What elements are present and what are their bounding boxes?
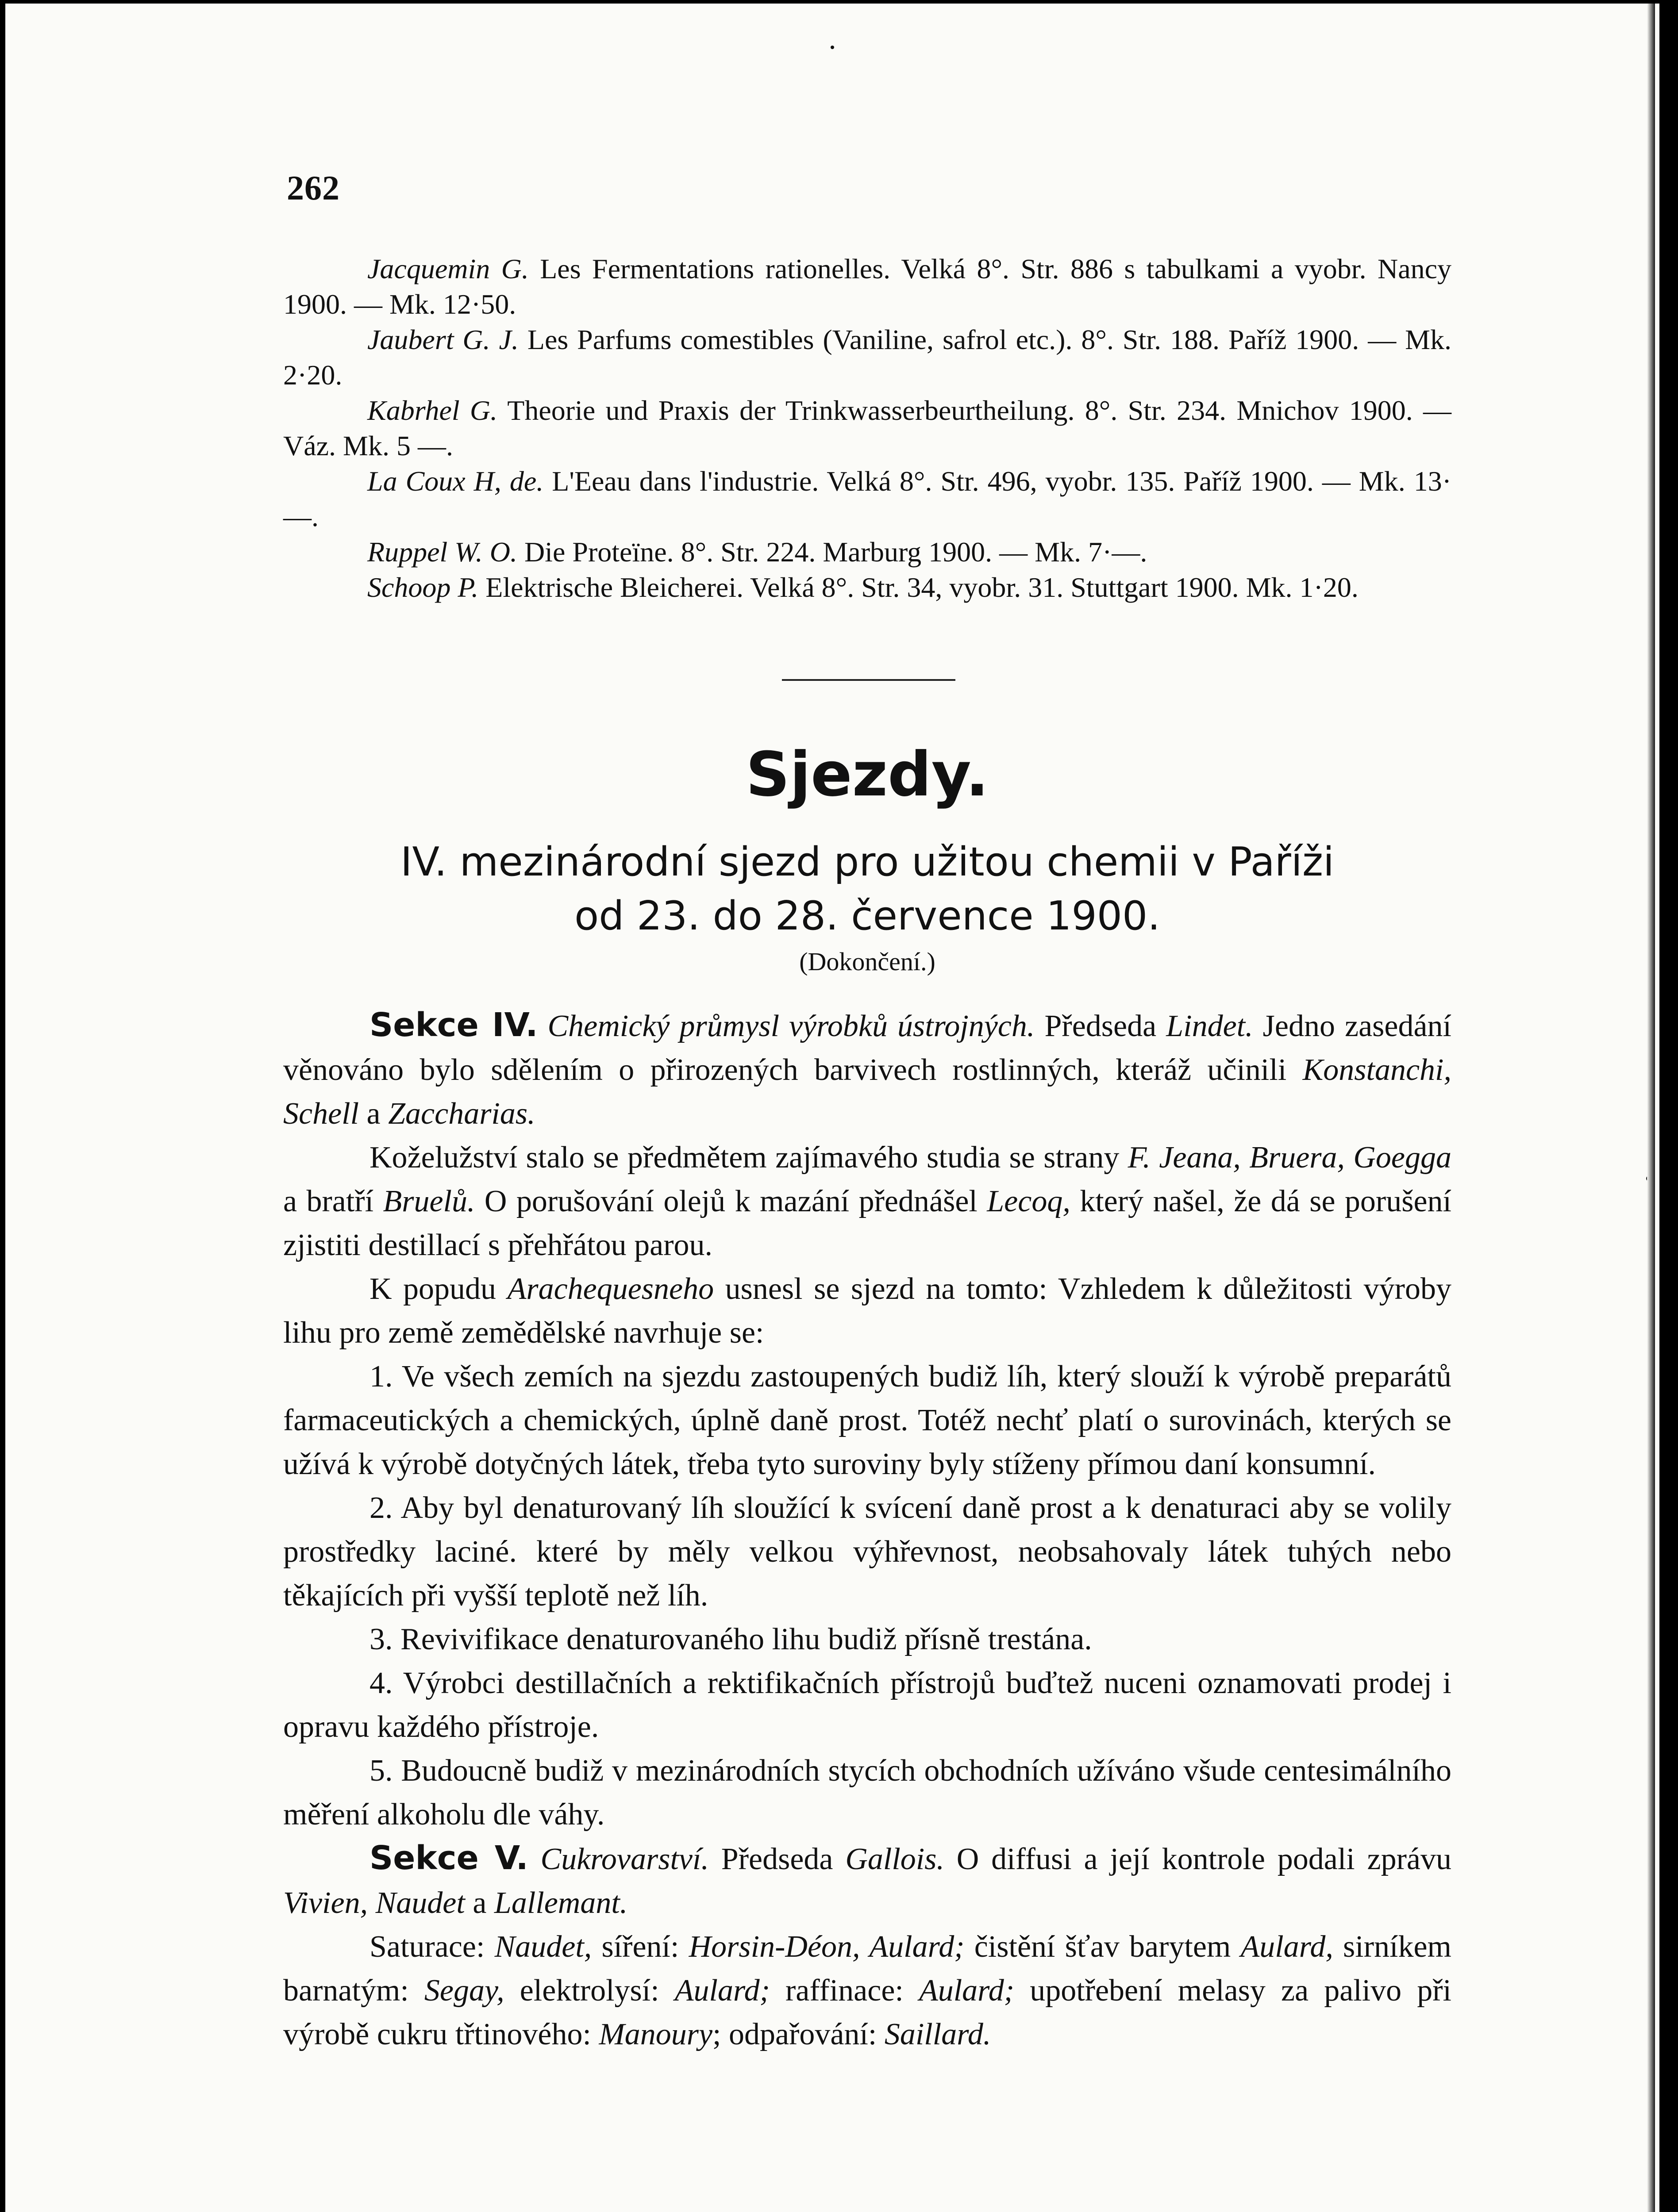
reference-entry (283, 570, 1451, 605)
italic-run: Aulard, (1240, 1930, 1333, 1964)
article-body (283, 1003, 1451, 2056)
italic-run: Aulard; (674, 1974, 770, 2008)
paragraph-tanning (283, 1136, 1451, 1267)
text-run: Předseda (1035, 1009, 1166, 1043)
congress-date-line: od 23. do 28. července 1900. (574, 893, 1160, 939)
italic-run: Chemický průmysl výrobků ústrojných. (547, 1009, 1035, 1043)
paragraph-resolution (283, 1267, 1451, 1355)
text-run: upotřebení melasy za palivo při výrobě cukru třtinového: (283, 1974, 1451, 2051)
text-run: a bratří (283, 1184, 383, 1218)
reference-author: La Coux H, de. (367, 465, 544, 497)
text-run: O diffusi a její kontrole podali zprávu (944, 1842, 1451, 1876)
reference-author: Kabrhel G. (367, 395, 498, 426)
italic-run: Naudet, (494, 1930, 592, 1964)
congress-title-line: IV. mezinárodní sjezd pro užitou chemii v Paříži (400, 839, 1335, 885)
resolution-item-1: 1. Ve všech zemích na sjezdu zastoupených budiž líh, který slouží k výrobě preparátů farmaceutických a chemických, úplně daně prost. Totéž nechť platí o surovinách, kterých se užívá k výrobě dotyčných látek, třeba tyto suroviny byly stíženy přímou daní konsumní. (283, 1359, 1451, 1481)
continuation-note: (Dokončení.) (799, 947, 935, 976)
section-divider (782, 679, 955, 681)
italic-run: Zaccharias. (388, 1097, 535, 1131)
text-run: a (465, 1886, 494, 1920)
text-run: který našel, že dá se porušení zjistiti destillací s přehřátou parou. (283, 1184, 1452, 1262)
reference-entry (283, 251, 1451, 322)
italic-run: Aulard; (919, 1974, 1015, 2008)
text-run: Saturace: (369, 1930, 495, 1964)
section-label: Sekce IV. (369, 1006, 538, 1044)
italic-run: Vivien, Naudet (283, 1886, 465, 1920)
text-run: elektrolysí: (504, 1974, 675, 2008)
text-run: usnesl se sjezd na tomto: Vzhledem k důležitosti výroby lihu pro země zemědělské navrhuje se: (283, 1272, 1451, 1350)
italic-run: Konstanchi, Schell (283, 1053, 1451, 1131)
italic-run: Saillard. (884, 2017, 991, 2051)
binding-edge-shadow (1647, 4, 1655, 2212)
italic-run: Arachequesneho (507, 1272, 714, 1306)
reference-entry (283, 393, 1451, 464)
congress-title (283, 835, 1451, 943)
resolution-item-2: 2. Aby byl denaturovaný líh sloužící k svícení daně prost a k denaturaci aby se volily prostředky laciné. které by měly velkou výhřevnost, neobsahovaly látek tuhých nebo těkajících při vyšší teplotě než líh. (283, 1491, 1451, 1613)
text-run (538, 1009, 547, 1043)
paragraph-section-v (283, 1836, 1451, 1925)
italic-run: Lallemant. (494, 1886, 628, 1920)
reference-entry (283, 534, 1451, 570)
paragraph-saturation (283, 1925, 1451, 2056)
paragraph-section-iv (283, 1003, 1451, 1136)
reference-text: Elektrische Bleicherei. Velká 8°. Str. 34, vyobr. 31. Stuttgart 1900. Mk. 1·20. (478, 572, 1359, 603)
reference-entry (283, 322, 1451, 393)
text-run: raffinace: (770, 1974, 919, 2008)
reference-author: Ruppel W. O. (367, 536, 517, 568)
reference-text: Die Proteïne. 8°. Str. 224. Marburg 1900. — Mk. 7·—. (517, 536, 1147, 568)
reference-author: Jaubert G. J. (367, 324, 519, 355)
italic-run: Bruelů. (383, 1184, 475, 1218)
text-run: síření: (592, 1930, 689, 1964)
scan-speck (831, 46, 834, 49)
text-run: sirníkem barnatým: (283, 1930, 1452, 2008)
resolution-item-3: 3. Revivifikace denaturovaného lihu budiž přísně trestána. (369, 1622, 1092, 1656)
italic-run: Segay, (424, 1974, 504, 2008)
resolution-item-5: 5. Budoucně budiž v mezinárodních stycích obchodních užíváno všude centesimálního měření alkoholu dle váhy. (283, 1754, 1451, 1832)
text-run (528, 1842, 541, 1876)
text-run: O porušování olejů k mazání přednášel (475, 1184, 987, 1218)
italic-run: Cukrovarství. (540, 1842, 709, 1876)
reference-text: Theorie und Praxis der Trinkwasserbeurtheilung. 8°. Str. 234. Mnichov 1900. — Váz. Mk. 5 —. (283, 395, 1452, 461)
document-page (5, 4, 1659, 2212)
italic-run: Gallois. (845, 1842, 944, 1876)
reference-text: L'Eeau dans l'industrie. Velká 8°. Str. 496, vyobr. 135. Paříž 1900. — Mk. 13·—. (283, 465, 1452, 532)
reference-entry (283, 464, 1451, 534)
section-heading: Sjezdy. (746, 739, 989, 810)
reference-author: Jacquemin G. (367, 253, 529, 284)
italic-run: Lecoq, (987, 1184, 1070, 1218)
text-run: ; odpařování: (712, 2017, 885, 2051)
section-label: Sekce V. (369, 1839, 528, 1877)
resolution-item-4: 4. Výrobci destillačních a rektifikačních přístrojů buďtež nuceni oznamovati prodej i opravu každého přístroje. (283, 1666, 1451, 1744)
text-run: Předseda (708, 1842, 846, 1876)
page-number: 262 (287, 169, 340, 207)
text-run: Jedno zasedání věnováno bylo sdělením o přirozených barvivech rostlinných, kteráž učinili (283, 1009, 1451, 1087)
text-run: Koželužství stalo se předmětem zajímavého studia se strany (369, 1141, 1128, 1175)
italic-run: Lindet. (1166, 1009, 1253, 1043)
italic-run: F. Jeana, Bruera, Goegga (1128, 1141, 1452, 1175)
reference-text: Les Fermentations rationelles. Velká 8°. Str. 886 s tabulkami a vyobr. Nancy 1900. — Mk. 12·50. (283, 253, 1452, 320)
italic-run: Horsin-Déon, Aulard; (689, 1930, 965, 1964)
italic-run: Manoury (599, 2017, 713, 2051)
text-run: a (359, 1097, 389, 1131)
bibliography-list (283, 251, 1451, 605)
reference-text: Les Parfums comestibles (Vaniline, safrol etc.). 8°. Str. 188. Paříž 1900. — Mk. 2·20. (283, 324, 1452, 391)
text-run: K popudu (369, 1272, 508, 1306)
reference-author: Schoop P. (367, 572, 479, 603)
text-run: čistění šťav barytem (964, 1930, 1241, 1964)
